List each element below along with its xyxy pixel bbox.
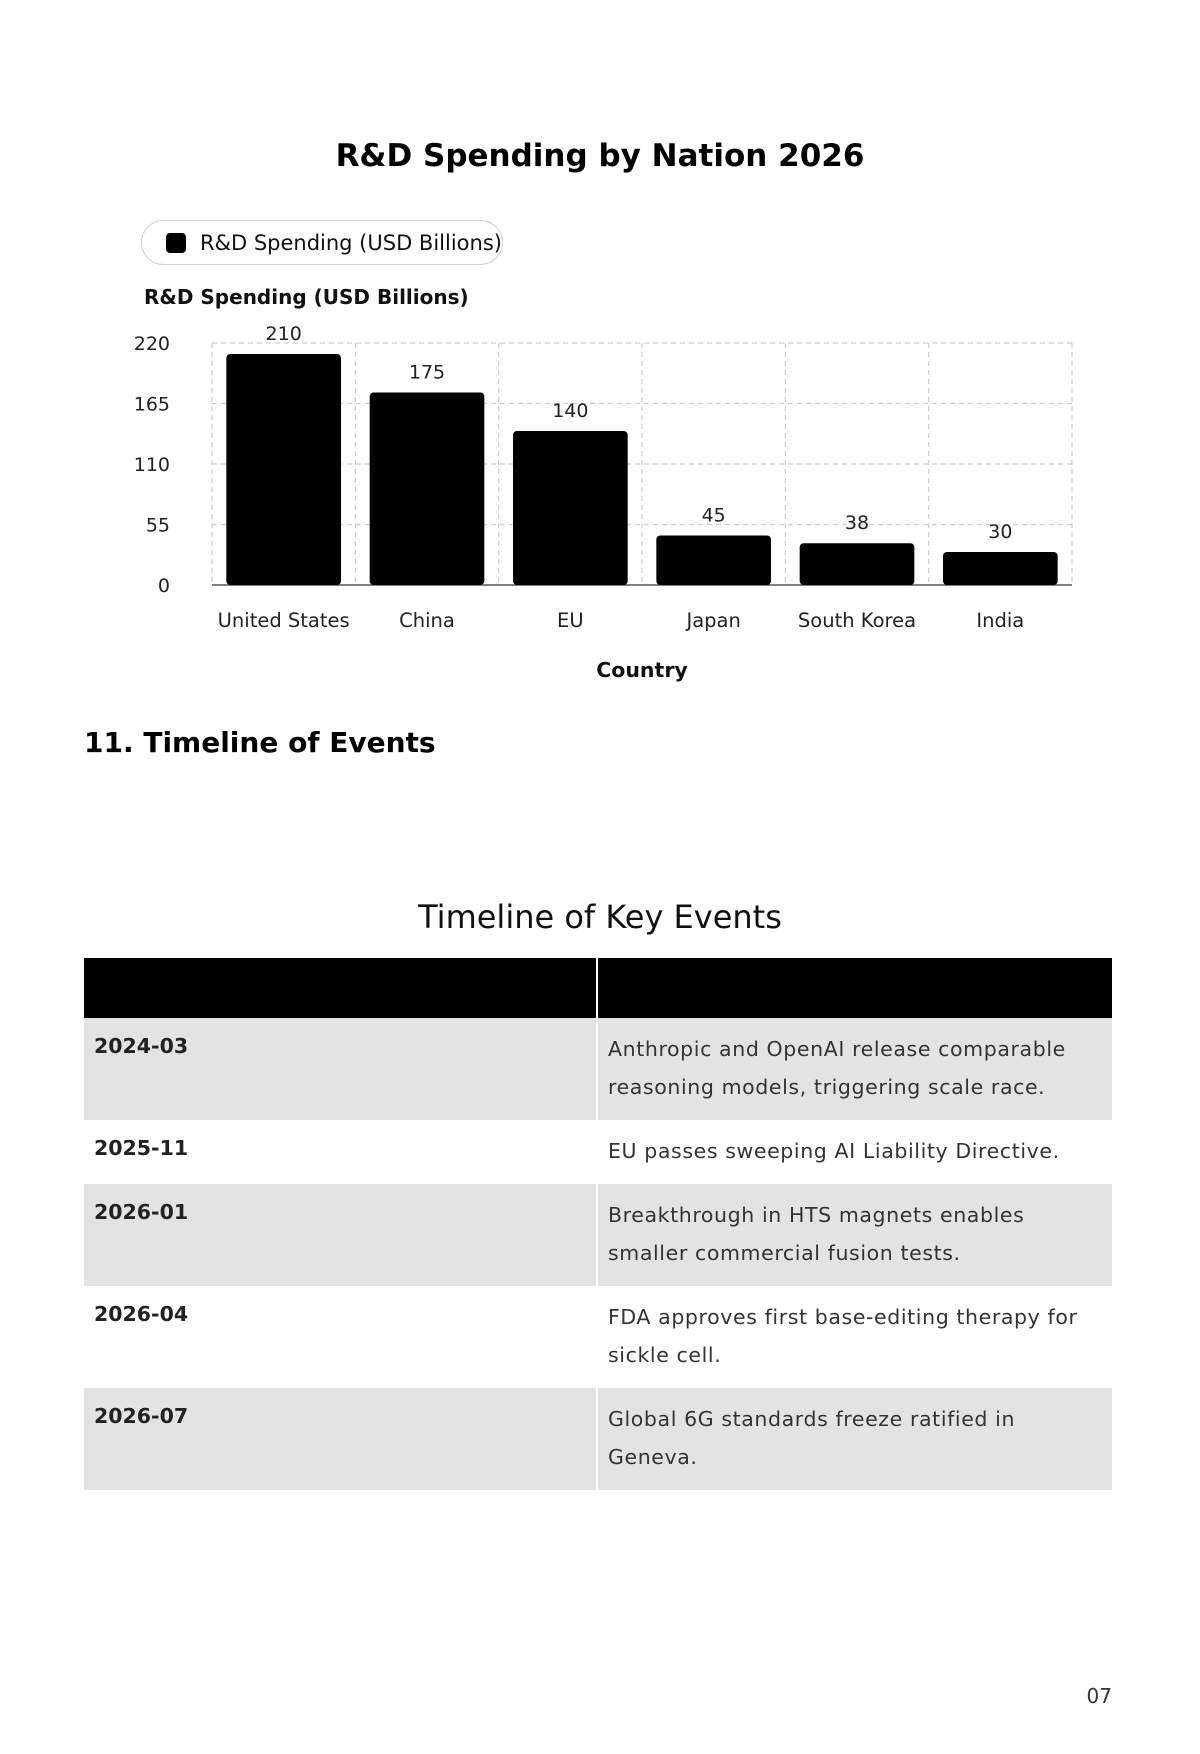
legend-label: R&D Spending (USD Billions): [200, 230, 502, 255]
table-cell-date: 2026-01: [84, 1184, 597, 1286]
y-tick-label: 110: [133, 454, 170, 476]
table-cell-date: 2026-07: [84, 1388, 597, 1490]
y-tick-label: 220: [133, 333, 170, 355]
page-number: 07: [1086, 1684, 1112, 1708]
table-cell-date: 2024-03: [84, 1018, 597, 1120]
x-tick-label: China: [399, 609, 455, 632]
x-tick-label: India: [976, 609, 1025, 632]
bar: [513, 431, 628, 585]
table-header-date: [84, 958, 597, 1018]
data-label: 175: [408, 361, 446, 384]
section-heading: 11. Timeline of Events: [84, 726, 436, 759]
table-row: [84, 1120, 1112, 1184]
bar: [656, 536, 771, 586]
bar: [226, 354, 341, 585]
table-cell-event: Anthropic and OpenAI release comparable reasoning models, triggering scale race.: [597, 1018, 1112, 1120]
bar: [800, 543, 915, 585]
table-cell-event: Global 6G standards freeze ratified in Geneva.: [597, 1388, 1112, 1490]
y-axis-label: R&D Spending (USD Billions): [144, 285, 469, 309]
y-tick-label: 0: [157, 575, 170, 597]
x-tick-label: EU: [557, 609, 584, 632]
legend-swatch: [166, 233, 186, 253]
table-row: [84, 1018, 1112, 1120]
table-cell-event: FDA approves first base-editing therapy for sickle cell.: [597, 1286, 1112, 1388]
x-tick-label: South Korea: [797, 609, 917, 632]
table-cell-event: EU passes sweeping AI Liability Directive.: [597, 1120, 1112, 1184]
bar: [943, 552, 1058, 585]
table-title: Timeline of Key Events: [418, 898, 782, 936]
chart-title: R&D Spending by Nation 2026: [335, 138, 865, 174]
x-tick-label: United States: [217, 609, 350, 632]
y-tick-label: 165: [133, 393, 170, 416]
bar-chart: [0, 280, 1200, 700]
x-axis-label: Country: [596, 658, 688, 682]
data-label: 30: [988, 521, 1013, 543]
table-header-row: [84, 958, 1112, 1018]
table-row: [84, 1184, 1112, 1286]
data-label: 210: [265, 323, 302, 345]
table-row: [84, 1388, 1112, 1490]
chart-legend: [141, 220, 503, 265]
x-tick-label: Japan: [686, 609, 741, 632]
table-row: [84, 1286, 1112, 1388]
table-cell-date: 2025-11: [84, 1120, 597, 1184]
bar: [370, 393, 485, 586]
table-cell-event: Breakthrough in HTS magnets enables smaller commercial fusion tests.: [597, 1184, 1112, 1286]
y-tick-label: 55: [145, 514, 170, 537]
data-label: 140: [552, 400, 589, 422]
data-label: 38: [844, 512, 870, 535]
data-label: 45: [701, 504, 726, 527]
timeline-table: [84, 958, 1112, 1490]
table-header-event: [597, 958, 1112, 1018]
table-cell-date: 2026-04: [84, 1286, 597, 1388]
